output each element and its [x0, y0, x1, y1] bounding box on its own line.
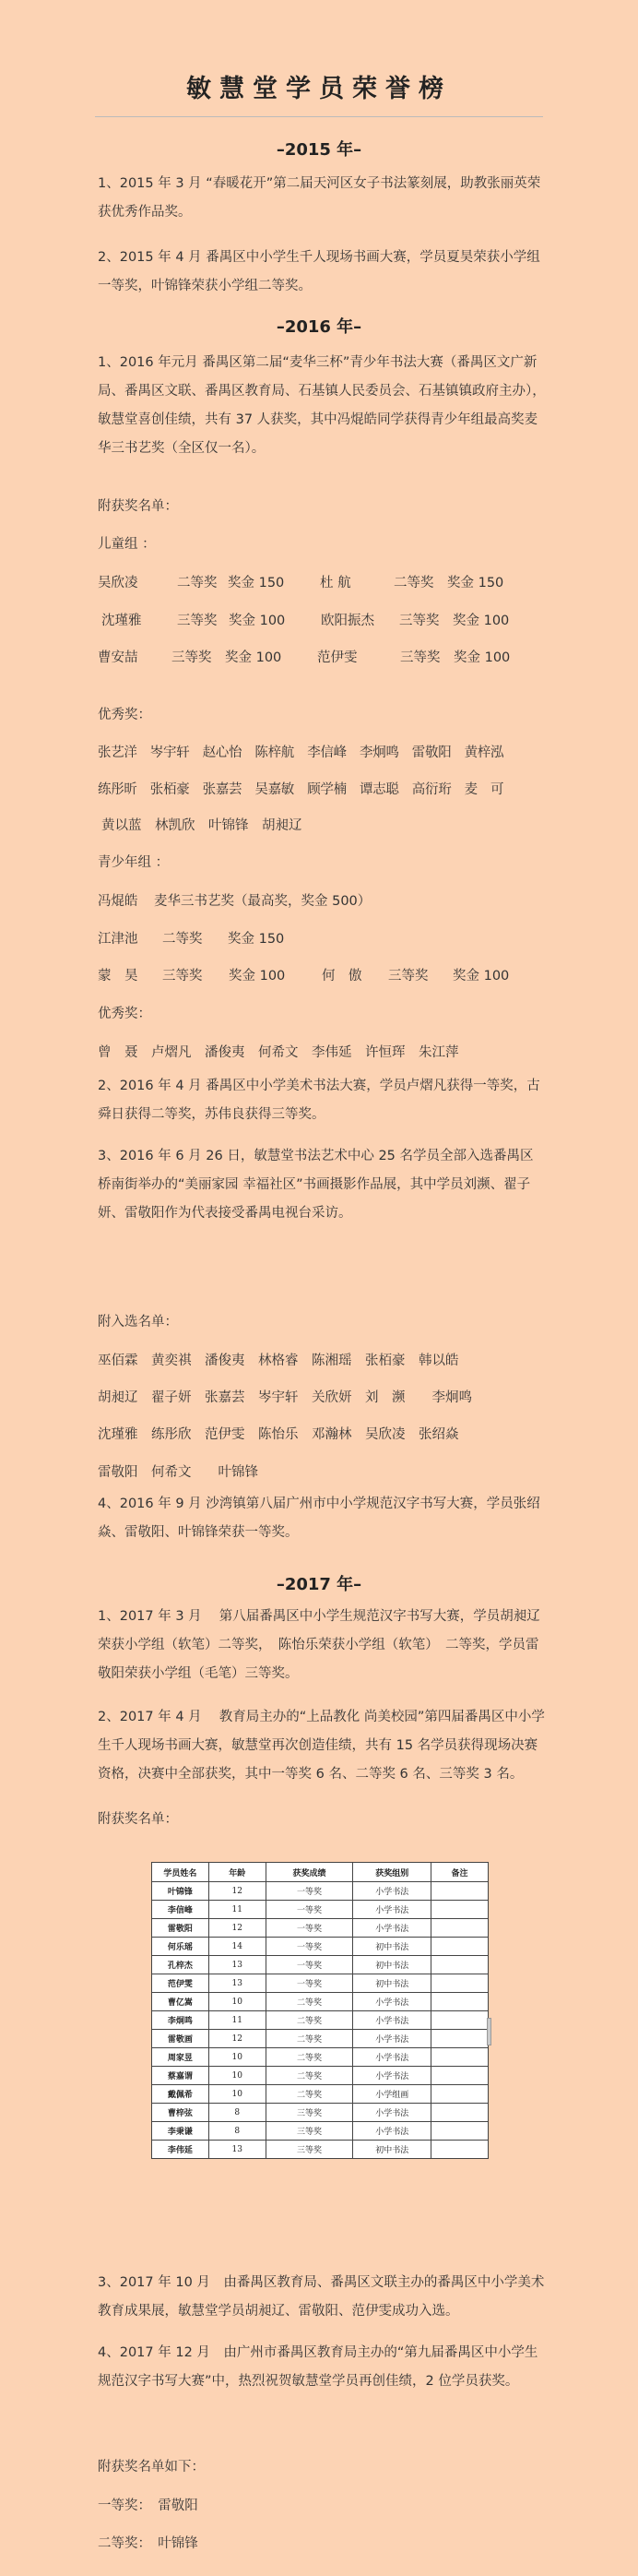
cell-age: 14: [208, 1938, 266, 1956]
excellent-award-label: 优秀奖：: [98, 1007, 151, 1021]
cell-age: 13: [208, 1974, 266, 1993]
award-level: 三等奖: [162, 969, 203, 984]
prize-money: 奖金 100: [453, 614, 510, 628]
cell-award: 一等奖: [266, 1938, 353, 1956]
winner-name: 何 傲: [322, 969, 362, 984]
cell-group: 小学书法: [353, 1993, 431, 2011]
award-level: 三等奖: [171, 650, 212, 665]
cell-name: 曹梓弦: [152, 2104, 209, 2122]
cell-age: 13: [208, 2141, 266, 2159]
cell-name: 孔梓杰: [152, 1956, 209, 1974]
cell-award: 一等奖: [266, 1919, 353, 1938]
cell-note: [431, 1882, 489, 1901]
table-row: [152, 1938, 489, 1956]
prize-money: 奖金 150: [447, 576, 504, 590]
cell-age: 12: [208, 2030, 266, 2048]
paragraph-2016-2: 2、2016 年 4 月 番禺区中小学美术书法大赛，学员卢熠凡获得一等奖，古舜日获得二等奖，苏伟良获得三等奖。: [98, 1079, 540, 1122]
award-level: 二等奖: [177, 576, 218, 590]
attached-names-line: 巫佰霖 黄奕祺 潘俊夷 林格睿 陈湘瑶 张栢豪 韩以皓: [98, 1354, 459, 1368]
table-row: [152, 1974, 489, 1993]
youth-group-label: 青少年组 ：: [98, 855, 170, 870]
table-row: [152, 2067, 489, 2085]
winner-name: 蒙 昊: [98, 969, 138, 984]
cell-group: 小学书法: [353, 2067, 431, 2085]
column-header: 获奖成绩: [266, 1863, 353, 1882]
youth-row: [98, 967, 509, 985]
table-row: [152, 2048, 489, 2067]
paragraph-2015-1: 1、2015 年 3 月 “春暖花开”第二届天河区女子书法篆刻展，助教张丽英荣获优秀作品奖。: [98, 176, 541, 220]
table-row: [152, 2030, 489, 2048]
cell-group: 初中书法: [353, 1974, 431, 1993]
award-list-label: 附获奖名单：: [98, 499, 178, 514]
cell-age: 11: [208, 2011, 266, 2030]
cell-name: 李炯鸣: [152, 2011, 209, 2030]
award-level: 三等奖: [388, 969, 429, 984]
cell-name: 蔡嘉谓: [152, 2067, 209, 2085]
cell-note: [431, 2030, 489, 2048]
year-heading-2015: –2015 年–: [276, 140, 362, 160]
table-row: [152, 2104, 489, 2122]
prize-money: 奖金 100: [454, 650, 511, 665]
prize-money: 奖金 100: [229, 614, 286, 628]
table-row: [152, 1956, 489, 1974]
cell-name: 曹亿嵩: [152, 1993, 209, 2011]
cell-award: 二等奖: [266, 2030, 353, 2048]
winner-name: 范伊雯: [317, 650, 358, 665]
cell-award: 一等奖: [266, 1882, 353, 1901]
award-level: 二等奖: [394, 576, 434, 590]
table-row: [152, 1882, 489, 1901]
paragraph-2016-1: 1、2016 年元月 番禺区第二届“麦华三杯”青少年书法大赛（番禺区文广新局、番禺区文联、番禺区教育局、石基镇人民委员会、石基镇镇政府主办），敏慧堂喜创佳绩，共有 37 人获奖，其中冯焜皓同学获得青少年组最高奖麦华三书艺奖（全区仅一名）。: [98, 355, 546, 456]
winner-name: 冯焜皓: [98, 894, 138, 909]
column-header: 学员姓名: [152, 1863, 209, 1882]
prize-money: 奖金 150: [228, 576, 285, 590]
winner-name: 杜 航: [320, 576, 351, 590]
cell-name: 何乐瑶: [152, 1938, 209, 1956]
cell-age: 12: [208, 1882, 266, 1901]
youth-row: [98, 930, 284, 948]
paragraph-2017-1: 1、2017 年 3 月 第八届番禺区中小学生规范汉字书写大赛，学员胡昶辽荣获小学组（软笔）二等奖， 陈怡乐荣获小学组（软笔） 二等奖，学员雷敬阳荣获小学组（毛笔）三等奖。: [98, 1609, 540, 1681]
cell-group: 小学书法: [353, 2011, 431, 2030]
year-heading-2017: –2017 年–: [276, 1575, 362, 1594]
cell-group: 初中书法: [353, 1956, 431, 1974]
cell-group: 小学组画: [353, 2085, 431, 2104]
column-header: 年龄: [208, 1863, 266, 1882]
cell-note: [431, 2011, 489, 2030]
cell-note: [431, 1993, 489, 2011]
cell-name: 雷敬阳: [152, 1919, 209, 1938]
cell-note: [431, 2048, 489, 2067]
cell-award: 二等奖: [266, 2011, 353, 2030]
prize-money: 奖金 100: [225, 650, 282, 665]
children-row: [101, 612, 509, 630]
paragraph-2016-3: 3、2016 年 6 月 26 日，敏慧堂书法艺术中心 25 名学员全部入选番禺区桥南街举办的“美丽家园 幸福社区”书画摄影作品展，其中学员刘濒、翟子妍、雷敬阳作为代表接受番禺电视台采访。: [98, 1149, 534, 1221]
cell-note: [431, 2104, 489, 2122]
title-divider: [95, 116, 543, 117]
cell-award: 一等奖: [266, 1956, 353, 1974]
cell-award: 二等奖: [266, 1993, 353, 2011]
cell-group: 初中书法: [353, 2141, 431, 2159]
award-level: 三等奖: [399, 614, 440, 628]
cell-name: 李秉谦: [152, 2122, 209, 2141]
paragraph-2017-2: 2、2017 年 4 月 教育局主办的“上品教化 尚美校园”第四届番禺区中小学生千人现场书画大赛，敏慧堂再次创造佳绩，共有 15 名学员获得现场决赛资格，决赛中全部获奖，其中一等奖 6 名、二等奖 6 名、三等奖 3 名。: [98, 1710, 545, 1782]
awards-table: [151, 1862, 489, 2159]
cell-name: 戴佩希: [152, 2085, 209, 2104]
table-row: [152, 1919, 489, 1938]
paragraph-2017-4: 4、2017 年 12 月 由广州市番禺区教育局主办的“第九届番禺区中小学生规范汉字书写大赛”中，热烈祝贺敏慧堂学员再创佳绩，2 位学员获奖。: [98, 2345, 538, 2389]
cell-age: 10: [208, 2085, 266, 2104]
cell-age: 12: [208, 1919, 266, 1938]
paragraph-2017-3: 3、2017 年 10 月 由番禺区教育局、番禺区文联主办的番禺区中小学美术教育成果展，敏慧堂学员胡昶辽、雷敬阳、范伊雯成功入选。: [98, 2275, 545, 2319]
second-prize-line: 二等奖： 叶锦锋: [98, 2536, 198, 2551]
cell-note: [431, 2122, 489, 2141]
table-row: [152, 2122, 489, 2141]
cell-name: 雷敬画: [152, 2030, 209, 2048]
attached-list-label: 附入选名单：: [98, 1315, 178, 1330]
cell-award: 一等奖: [266, 1901, 353, 1919]
paragraph-2015-2: 2、2015 年 4 月 番禺区中小学生千人现场书画大赛，学员夏昊荣获小学组一等奖，叶锦锋荣获小学组二等奖。: [98, 250, 540, 293]
cell-name: 周家昱: [152, 2048, 209, 2067]
cell-group: 小学书法: [353, 1919, 431, 1938]
cell-age: 11: [208, 1901, 266, 1919]
cell-award: 二等奖: [266, 2048, 353, 2067]
table-resize-handle[interactable]: [487, 2018, 491, 2045]
cell-note: [431, 1919, 489, 1938]
cell-award: 三等奖: [266, 2141, 353, 2159]
cell-note: [431, 1901, 489, 1919]
cell-note: [431, 1956, 489, 1974]
excellent-names-line: 练彤昕 张栢豪 张嘉芸 吴嘉敏 顾学楠 谭志聪 高衍珩 麦 可: [98, 782, 504, 797]
year-heading-2016: –2016 年–: [276, 317, 362, 337]
award-level: 麦华三书艺奖（最高奖，奖金 500）: [154, 894, 372, 909]
table-row: [152, 2141, 489, 2159]
cell-award: 二等奖: [266, 2085, 353, 2104]
cell-age: 8: [208, 2122, 266, 2141]
prize-money: 奖金 100: [229, 969, 286, 984]
winner-name: 欧阳振杰: [321, 614, 374, 628]
excellent-names-line: 黄以蓝 林凯欣 叶锦锋 胡昶辽: [101, 818, 302, 833]
youth-row: [98, 892, 371, 911]
cell-note: [431, 1974, 489, 1993]
table-row: [152, 2085, 489, 2104]
children-row: [98, 574, 503, 592]
cell-award: 一等奖: [266, 1974, 353, 1993]
winner-name: 江津池: [98, 932, 138, 947]
cell-award: 三等奖: [266, 2104, 353, 2122]
excellent-names-line: 曾 聂 卢熠凡 潘俊夷 何希文 李伟延 许恒珲 朱江萍: [98, 1045, 459, 1060]
cell-age: 10: [208, 2067, 266, 2085]
cell-name: 李伟延: [152, 2141, 209, 2159]
table-row: [152, 1993, 489, 2011]
winner-name: 吴欣凌: [98, 576, 138, 590]
award-level: 三等奖: [400, 650, 441, 665]
page-title: 敏慧堂学员荣誉榜: [186, 75, 452, 103]
table-header-row: [152, 1863, 489, 1882]
children-group-label: 儿童组 ：: [98, 537, 156, 552]
cell-award: 二等奖: [266, 2067, 353, 2085]
cell-name: 李信峰: [152, 1901, 209, 1919]
cell-note: [431, 1938, 489, 1956]
excellent-names-line: 张艺洋 岑宇轩 赵心怡 陈梓航 李信峰 李炯鸣 雷敬阳 黄梓泓: [98, 745, 504, 760]
children-row: [98, 649, 510, 667]
award-level: 二等奖: [162, 932, 203, 947]
cell-name: 叶锦锋: [152, 1882, 209, 1901]
first-prize-line: 一等奖： 雷敬阳: [98, 2498, 198, 2513]
cell-note: [431, 2085, 489, 2104]
cell-group: 小学书法: [353, 1882, 431, 1901]
award-level: 三等奖: [177, 614, 218, 628]
attached-names-line: 沈瑾雅 练彤欣 范伊雯 陈怡乐 邓瀚林 吴欣凌 张绍焱: [98, 1427, 459, 1442]
cell-award: 三等奖: [266, 2122, 353, 2141]
winner-name: 沈瑾雅: [101, 614, 142, 628]
cell-group: 小学书法: [353, 2122, 431, 2141]
cell-group: 小学书法: [353, 1901, 431, 1919]
award-list-label: 附获奖名单：: [98, 1812, 178, 1827]
attached-names-line: 胡昶辽 翟子妍 张嘉芸 岑宇轩 关欣妍 刘 濒 李炯鸣: [98, 1390, 472, 1405]
paragraph-2016-4: 4、2016 年 9 月 沙湾镇第八届广州市中小学规范汉字书写大赛，学员张绍焱、雷敬阳、叶锦锋荣获一等奖。: [98, 1497, 540, 1540]
table-row: [152, 1901, 489, 1919]
cell-note: [431, 2067, 489, 2085]
table-row: [152, 2011, 489, 2030]
column-header: 获奖组别: [353, 1863, 431, 1882]
cell-age: 10: [208, 1993, 266, 2011]
attached-names-line: 雷敬阳 何希文 叶锦锋: [98, 1465, 258, 1480]
prize-money: 奖金 100: [453, 969, 510, 984]
cell-group: 初中书法: [353, 1938, 431, 1956]
cell-group: 小学书法: [353, 2030, 431, 2048]
cell-age: 10: [208, 2048, 266, 2067]
winner-name: 曹安喆: [98, 650, 138, 665]
cell-age: 13: [208, 1956, 266, 1974]
cell-name: 范伊雯: [152, 1974, 209, 1993]
cell-group: 小学书法: [353, 2104, 431, 2122]
cell-age: 8: [208, 2104, 266, 2122]
excellent-award-label: 优秀奖：: [98, 708, 151, 722]
column-header: 备注: [431, 1863, 489, 1882]
cell-group: 小学书法: [353, 2048, 431, 2067]
prize-money: 奖金 150: [228, 932, 285, 947]
award-list-label: 附获奖名单如下：: [98, 2460, 205, 2475]
cell-note: [431, 2141, 489, 2159]
